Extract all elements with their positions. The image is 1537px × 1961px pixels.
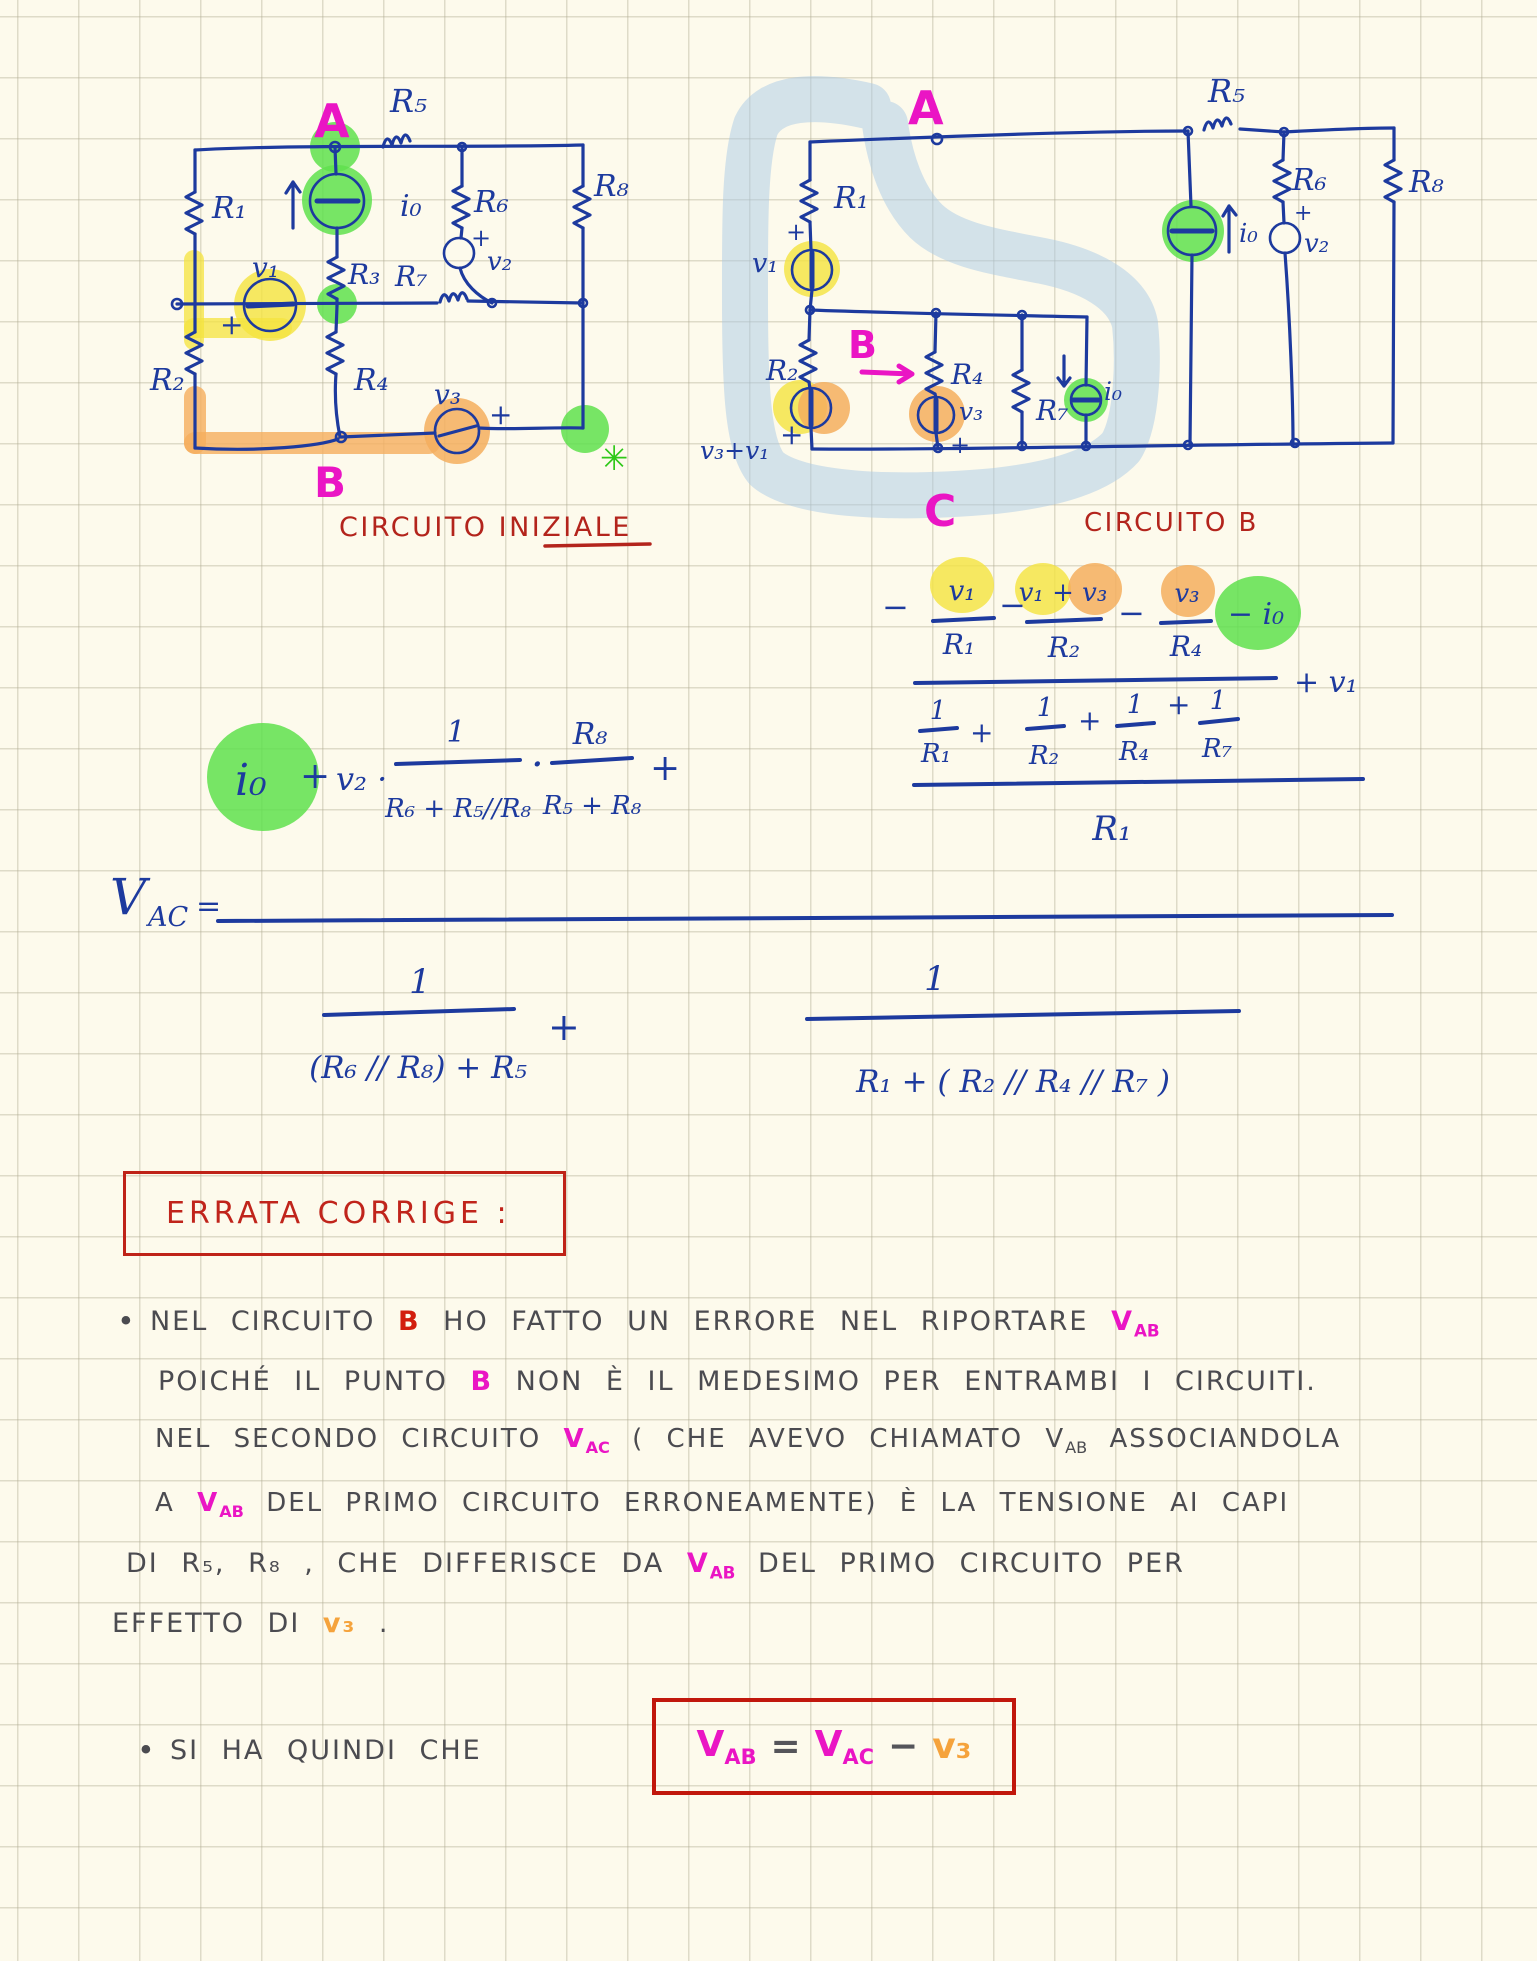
caption-circuit-initial: CIRCUITO INIZIALE	[339, 512, 632, 543]
line4-text-a: A	[155, 1488, 175, 1518]
caption-circuit-b: CIRCUITO B	[1084, 508, 1259, 538]
f-f1num: 1	[446, 715, 466, 750]
f-plusv1: + v₁	[1294, 665, 1358, 700]
label-r4-c2: R₄	[951, 358, 984, 391]
line1-text-a: NEL CIRCUITO	[149, 1306, 376, 1337]
f-sr7: R₇	[1202, 734, 1232, 764]
f-v2dot: v₂ ·	[336, 760, 388, 798]
line2-b-magenta: B	[470, 1366, 494, 1397]
node-a-c2: A	[908, 81, 944, 135]
f-i0: i₀	[235, 755, 267, 806]
f-sr1: R₁	[921, 739, 951, 769]
f-nv3: v₃	[1174, 579, 1200, 609]
f-f1den: R₆ + R₅//R₈	[385, 794, 531, 824]
line3-text-a: NEL SECONDO CIRCUITO	[155, 1424, 542, 1454]
line3-vab: V	[1045, 1424, 1066, 1454]
f-sr4: R₄	[1119, 737, 1149, 767]
f-s1: 1	[929, 696, 947, 726]
plus-v3-c2: +	[950, 431, 971, 459]
label-r6-c1: R₆	[474, 185, 509, 220]
line5-text-b: DEL PRIMO CIRCUITO PER	[758, 1548, 1185, 1579]
errata-line-4: A $V_{AB}$ DEL PRIMO CIRCUITO ERRONEAMENTE) È LA TENSIONE AI CAPI	[155, 1488, 1290, 1522]
node-a-c1: A	[314, 94, 350, 148]
label-r2-c2: R₂	[766, 354, 799, 387]
circuit-initial-diagram	[149, 82, 650, 546]
bullet2-icon: •	[137, 1733, 157, 1768]
f-nr4: R₄	[1169, 630, 1203, 663]
label-r3-c1: R₃	[348, 258, 381, 291]
label-r1-c1: R₁	[212, 191, 247, 226]
f-sp3: +	[1167, 688, 1191, 721]
errata-title: ERRATA CORRIGE :	[166, 1196, 511, 1231]
f-m1: −	[882, 588, 909, 626]
result-vac: $V_{AC}$	[814, 1723, 875, 1770]
f-nv13: v₁ + v₃	[1018, 578, 1108, 608]
circuit-b-diagram	[700, 72, 1444, 538]
label-r1-c2: R₁	[834, 181, 869, 216]
bullet-icon: •	[117, 1304, 137, 1339]
label-r8-c2: R₈	[1409, 165, 1444, 200]
f-dot: ·	[531, 742, 544, 788]
label-v3-c2: v₃	[959, 397, 984, 426]
label-r5-c2: R₅	[1208, 72, 1245, 110]
f-plus1: +	[300, 756, 331, 797]
plus-v3v1-c2: +	[780, 418, 804, 451]
f-sp2: +	[1078, 704, 1102, 737]
plus-v1-c2: +	[786, 218, 807, 246]
f-nr2: R₂	[1047, 631, 1081, 664]
f-mi0: − i₀	[1227, 597, 1285, 632]
label-i0-c1: i₀	[400, 189, 422, 224]
f-eq: =	[196, 889, 222, 924]
f-d2num: 1	[924, 959, 946, 999]
result-v3: v₃	[932, 1726, 972, 1767]
result-vab: $V_{AB}$	[696, 1723, 757, 1770]
f-s3: 1	[1126, 690, 1144, 720]
conclusion-line	[138, 1735, 482, 1766]
line1-b-red: B	[397, 1306, 421, 1337]
errata-corrige-box	[123, 1171, 566, 1256]
line4-text-b: DEL PRIMO CIRCUITO ERRONEAMENTE) È LA TENSIONE AI CAPI	[266, 1488, 1290, 1518]
line5-text-a: DI R₅, R₈ , CHE DIFFERISCE DA	[126, 1548, 665, 1579]
label-v1-c2: v₁	[752, 248, 779, 279]
line3-vac: V	[563, 1424, 586, 1454]
f-m3: −	[1118, 594, 1145, 632]
f-d1num: 1	[409, 962, 431, 1002]
plus-v2-c2: +	[1294, 201, 1313, 226]
label-v3v1-c2: v₃+v₁	[700, 436, 770, 465]
vac-formula	[110, 557, 1392, 1100]
f-f2num: R₈	[572, 717, 608, 752]
label-r7-c2: R₇	[1036, 394, 1069, 427]
node-c-c2: C	[924, 486, 957, 537]
errata-line-6	[112, 1608, 390, 1639]
line6-v3-orange: v₃	[322, 1608, 357, 1639]
result-minus: −	[888, 1726, 919, 1767]
f-m2: −	[999, 586, 1026, 624]
errata-line-1: • NEL CIRCUITO B HO FATTO UN ERRORE NEL RIPORTARE $V_{AB}$	[117, 1304, 1160, 1341]
errata-line-2	[158, 1366, 1317, 1397]
line2-text-c: NON È IL MEDESIMO PER ENTRAMBI I CIRCUITI.	[515, 1366, 1317, 1397]
line1-text-c: HO FATTO UN ERRORE NEL RIPORTARE	[443, 1306, 1089, 1337]
f-nv1: v₁	[948, 574, 976, 607]
label-r5-c1: R₅	[390, 82, 427, 120]
label-r7-c1: R₇	[395, 260, 428, 293]
f-d1den: (R₆ // R₈) + R₅	[309, 1050, 527, 1086]
plus-v2-c1: +	[471, 224, 492, 252]
line3-text-b: ( CHE AVEVO CHIAMATO	[632, 1424, 1024, 1454]
label-r8-c1: R₈	[594, 169, 629, 204]
line5-vab: V	[686, 1548, 710, 1579]
line2-text-a: POICHÉ IL PUNTO	[158, 1366, 448, 1397]
f-s2: 1	[1036, 693, 1054, 723]
f-sr2: R₂	[1029, 741, 1059, 771]
f-dplus: +	[548, 1005, 580, 1049]
label-v2-c1: v₂	[487, 247, 513, 277]
node-b-c1: B	[314, 458, 347, 507]
line3-text-c: ASSOCIANDOLA	[1109, 1424, 1342, 1454]
f-s4: 1	[1209, 686, 1227, 716]
result-formula-box	[652, 1698, 1016, 1795]
label-r2-c1: R₂	[150, 363, 185, 398]
b-arrow-icon	[862, 366, 912, 382]
line1-vab: V	[1111, 1306, 1134, 1337]
line6-period: .	[378, 1608, 390, 1639]
label-v2-c2: v₂	[1304, 229, 1330, 259]
plus-v1-c1: +	[220, 308, 244, 341]
label-i0-small-c2: i₀	[1104, 377, 1123, 406]
f-lhs-sub: AC	[148, 902, 189, 933]
f-bigr1: R₁	[1092, 809, 1132, 849]
star-node-icon: ✳	[600, 439, 629, 479]
errata-line-5: DI R₅, R₈ , CHE DIFFERISCE DA $V_{AB}$ DEL PRIMO CIRCUITO PER	[126, 1548, 1185, 1583]
f-nr1: R₁	[942, 628, 976, 661]
label-i0-right-c2: i₀	[1239, 219, 1258, 249]
plus-v3-c1: +	[489, 398, 513, 431]
result-equals: =	[770, 1726, 801, 1767]
label-r6-c2: R₆	[1292, 163, 1327, 198]
caption-underline	[545, 544, 650, 546]
f-lhs-v: V	[110, 868, 147, 926]
wires-initial	[172, 135, 590, 453]
label-v1-c1: v₁	[252, 251, 280, 284]
f-sp1: +	[970, 716, 994, 749]
conclusion-text: SI HA QUINDI CHE	[169, 1735, 482, 1766]
f-d2den: R₁ + ( R₂ // R₄ // R₇ )	[856, 1064, 1170, 1100]
f-plus2: +	[650, 748, 681, 789]
label-r4-c1: R₄	[354, 363, 389, 398]
f-f2den: R₅ + R₈	[542, 791, 642, 821]
line4-vab: V	[197, 1488, 220, 1518]
errata-line-3: NEL SECONDO CIRCUITO $V_{AC}$ ( CHE AVEVO CHIAMATO $V_{AB}$ ASSOCIANDOLA	[155, 1424, 1342, 1458]
line6-text-a: EFFETTO DI	[112, 1608, 301, 1639]
node-b-c2: B	[848, 323, 877, 367]
label-v3-c1: v₃	[434, 378, 462, 411]
